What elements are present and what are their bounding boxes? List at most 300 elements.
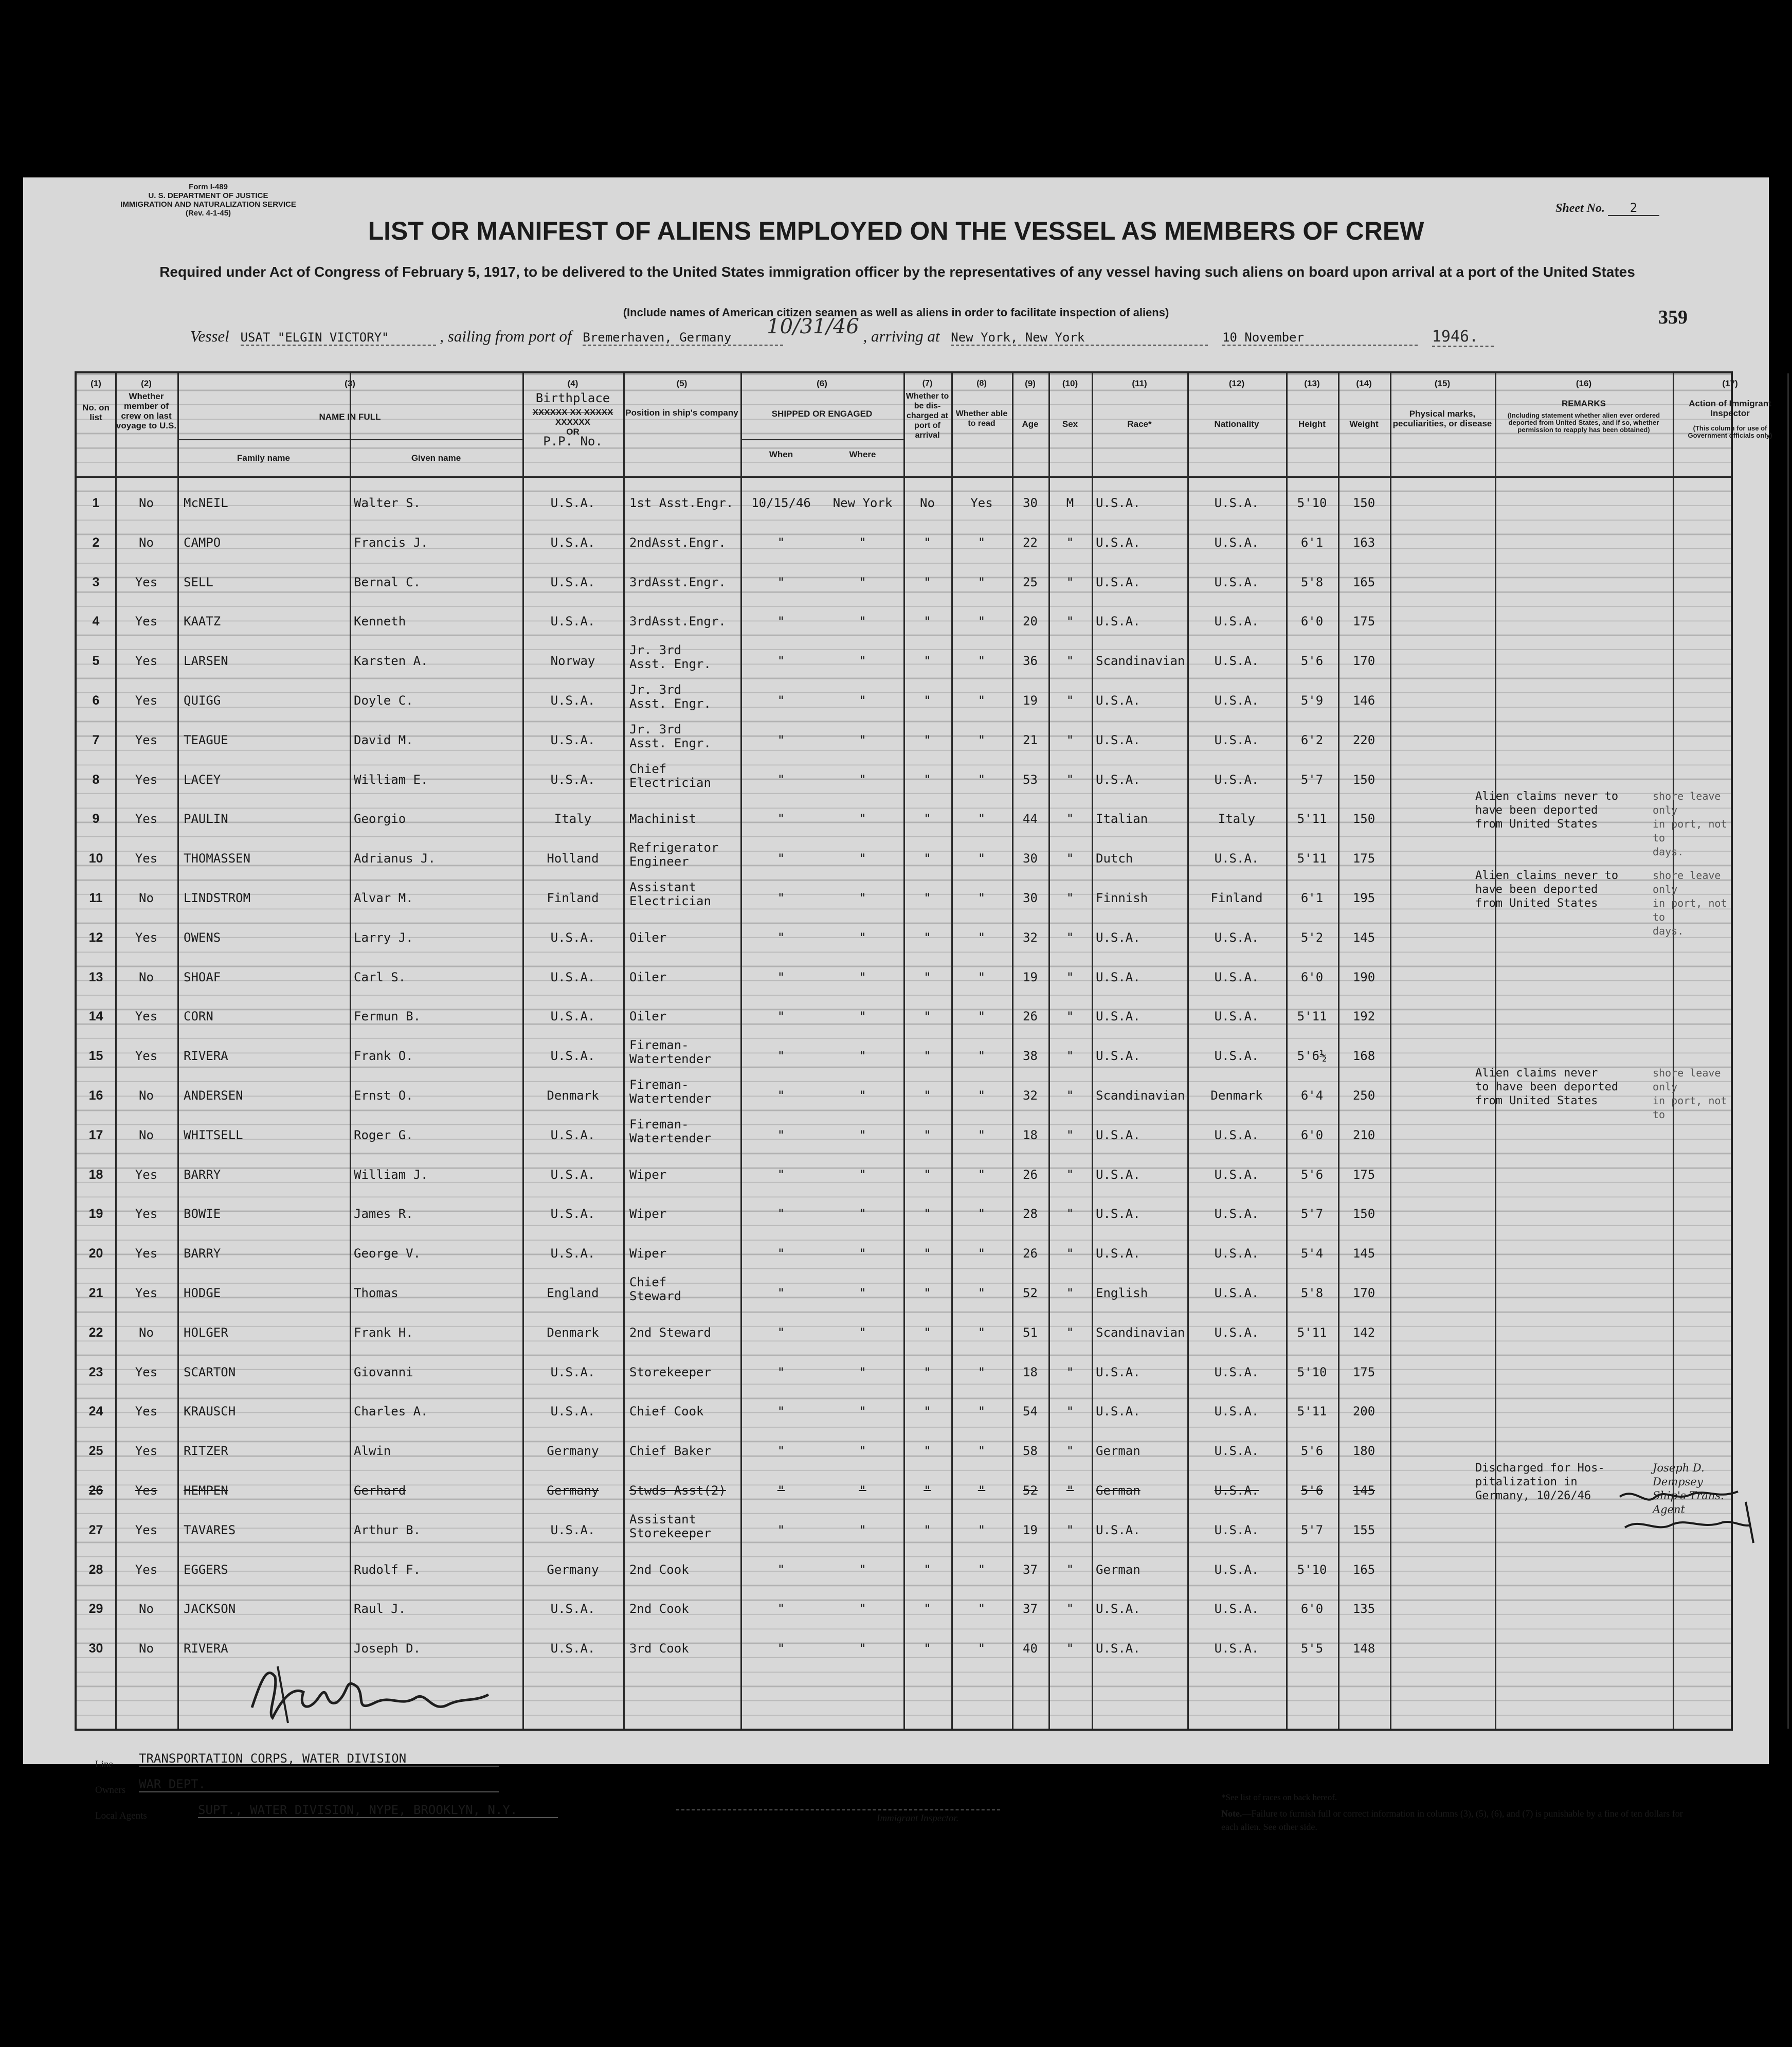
cell-sex: " <box>1066 891 1074 905</box>
cell-given: Arthur B. <box>354 1522 421 1537</box>
cell-no: 7 <box>92 732 100 747</box>
cell-given: Frank H. <box>354 1325 413 1340</box>
page-note: (Include names of American citizen seamen as well as aliens in order to facilitate inspection of aliens) <box>623 306 1169 319</box>
table-row <box>77 1005 1735 1044</box>
owners-label: Owners <box>95 1785 126 1795</box>
cell-family: KRAUSCH <box>184 1404 236 1419</box>
cell-age: 26 <box>1023 1246 1038 1261</box>
cell-race: U.S.A. <box>1096 772 1141 787</box>
remark-line: pitalization in <box>1475 1476 1578 1488</box>
cell-weight: 250 <box>1352 1088 1375 1103</box>
cell-disch: " <box>924 1483 931 1498</box>
position-line: 3rd Cook <box>629 1641 689 1656</box>
cell-birth: U.S.A. <box>550 1127 595 1142</box>
cell-nat: U.S.A. <box>1214 1641 1259 1656</box>
cell-when: " <box>777 1325 785 1340</box>
races-note: *See list of races on back hereof. <box>1221 1792 1337 1802</box>
table-row <box>77 643 1735 689</box>
cell-race: U.S.A. <box>1096 732 1141 747</box>
cell-where: " <box>859 851 866 866</box>
cell-disch: " <box>924 1088 931 1103</box>
position-line: 2nd Cook <box>629 1602 689 1617</box>
cell-age: 53 <box>1023 772 1038 787</box>
cell-weight: 192 <box>1352 1009 1375 1024</box>
remark-line: Discharged for Hos- <box>1475 1462 1605 1475</box>
action-line: days. <box>1653 925 1684 937</box>
cell-age: 18 <box>1023 1364 1038 1379</box>
cell-no: 13 <box>88 969 103 984</box>
action-line: in port, not to <box>1653 1094 1727 1121</box>
cell-given: Alwin <box>354 1444 391 1459</box>
cell-birth: Denmark <box>547 1088 599 1103</box>
cell-given: Carl S. <box>354 969 406 984</box>
table-row <box>77 531 1735 570</box>
table-row <box>77 1163 1735 1202</box>
cell-where: " <box>859 535 866 550</box>
cell-nat: Finland <box>1210 891 1263 905</box>
local-agents-value: SUPT., WATER DIVISION, NYPE, BROOKLYN, N.Y. <box>198 1803 558 1818</box>
table-row <box>77 571 1735 610</box>
cell-given: Walter S. <box>354 496 421 510</box>
cell-family: CAMPO <box>184 535 221 550</box>
col-name-header: (3) NAME IN FULL <box>319 379 381 422</box>
cell-disch: " <box>924 654 931 669</box>
cell-sex: " <box>1066 1325 1074 1340</box>
position-line: Oiler <box>629 969 667 984</box>
cell-sex: " <box>1066 693 1074 708</box>
cell-given: Karsten A. <box>354 654 428 669</box>
cell-nat: U.S.A. <box>1214 1325 1259 1340</box>
cell-race: U.S.A. <box>1096 1207 1141 1222</box>
cell-position <box>629 1513 740 1540</box>
cell-family: RIVERA <box>184 1641 228 1656</box>
cell-birth: U.S.A. <box>550 1522 595 1537</box>
cell-sex: " <box>1066 1088 1074 1103</box>
cell-nat: U.S.A. <box>1214 851 1259 866</box>
cell-age: 30 <box>1023 496 1038 510</box>
cell-family: SCARTON <box>184 1364 236 1379</box>
position-line: Oiler <box>629 1009 667 1024</box>
remark-line: have been deported <box>1475 883 1598 896</box>
action-line: shore leave only <box>1653 1067 1721 1093</box>
position-line: 3rdAsst.Engr. <box>629 574 726 589</box>
cell-height: 5'7 <box>1300 1522 1324 1537</box>
cell-birth: U.S.A. <box>550 1246 595 1261</box>
cell-family: RITZER <box>184 1444 228 1459</box>
cell-sex: " <box>1066 1127 1074 1142</box>
cell-height: 6'0 <box>1300 1127 1324 1142</box>
cell-age: 52 <box>1023 1483 1038 1498</box>
cell-height: 5'6 <box>1300 1483 1324 1498</box>
cell-sex: " <box>1066 1522 1074 1537</box>
cell-crew: Yes <box>135 851 158 866</box>
cell-no: 8 <box>92 772 100 787</box>
cell-crew: No <box>139 496 154 510</box>
cell-nat: U.S.A. <box>1214 969 1259 984</box>
cell-where: " <box>859 1562 866 1577</box>
cell-nat: U.S.A. <box>1214 1483 1259 1498</box>
cell-where: " <box>859 1325 866 1340</box>
cell-age: 19 <box>1023 1522 1038 1537</box>
cell-read: " <box>978 1483 986 1498</box>
cell-position <box>629 1207 740 1221</box>
cell-weight: 163 <box>1352 535 1375 550</box>
cell-position <box>629 1444 740 1458</box>
cell-given: Adrianus J. <box>354 851 436 866</box>
cell-position <box>629 1365 740 1379</box>
cell-weight: 155 <box>1352 1522 1375 1537</box>
cell-given: Frank O. <box>354 1049 413 1064</box>
position-line: Fireman- <box>629 1078 689 1092</box>
cell-weight: 175 <box>1352 851 1375 866</box>
cell-where: " <box>859 1483 866 1498</box>
cell-age: 36 <box>1023 654 1038 669</box>
cell-read: " <box>978 1364 986 1379</box>
col-read-header: (8) Whether able to read <box>955 379 1008 428</box>
inspector-signature-line <box>676 1809 1000 1810</box>
cell-height: 5'9 <box>1300 693 1324 708</box>
cell-birth: U.S.A. <box>550 1009 595 1024</box>
cell-race: Dutch <box>1096 851 1133 866</box>
cell-race: U.S.A. <box>1096 693 1141 708</box>
cell-where: " <box>859 772 866 787</box>
cell-position <box>629 1168 740 1182</box>
table-row <box>77 1597 1735 1637</box>
handwritten-signature <box>247 1646 535 1733</box>
cell-disch: " <box>924 614 931 629</box>
cell-where: " <box>859 574 866 589</box>
cell-sex: " <box>1066 851 1074 866</box>
cell-race: German <box>1096 1562 1141 1577</box>
inspector-action <box>1653 869 1740 938</box>
cell-nat: U.S.A. <box>1214 574 1259 589</box>
cell-no: 29 <box>88 1602 103 1617</box>
cell-read: " <box>978 1602 986 1617</box>
cell-birth: Germany <box>547 1562 599 1577</box>
cell-no: 28 <box>88 1562 103 1577</box>
cell-read: " <box>978 1404 986 1419</box>
cell-birth: Italy <box>554 812 592 827</box>
cell-no: 27 <box>88 1522 103 1537</box>
cell-age: 52 <box>1023 1286 1038 1300</box>
cell-no: 18 <box>88 1167 103 1182</box>
cell-sex: " <box>1066 1207 1074 1222</box>
cell-family: SHOAF <box>184 969 221 984</box>
cell-family: BARRY <box>184 1167 221 1182</box>
cell-birth: Denmark <box>547 1325 599 1340</box>
cell-position <box>629 1038 740 1066</box>
cell-when: " <box>777 1602 785 1617</box>
fine-note: Note.—Failure to furnish full or correct information in columns (3), (5), (6), and (7) is punishable by a fine of ten dollars for each alien. See other side. <box>1221 1808 1683 1832</box>
inspector-action <box>1653 789 1740 859</box>
cell-no: 12 <box>88 930 103 945</box>
cell-height: 5'5 <box>1300 1641 1324 1656</box>
cell-read: " <box>978 614 986 629</box>
cell-sex: " <box>1066 1562 1074 1577</box>
cell-race: U.S.A. <box>1096 969 1141 984</box>
cell-height: 5'8 <box>1300 574 1324 589</box>
cell-race: U.S.A. <box>1096 1167 1141 1182</box>
cell-weight: 145 <box>1352 1246 1375 1261</box>
col-family-name-header: Family name <box>237 453 290 463</box>
cell-read: " <box>978 693 986 708</box>
cell-read: " <box>978 1049 986 1064</box>
cell-weight: 190 <box>1352 969 1375 984</box>
cell-position <box>629 723 740 750</box>
action-line: in port, not to <box>1653 897 1727 923</box>
cell-disch: " <box>924 574 931 589</box>
position-line: Asst. Engr. <box>629 735 711 750</box>
cell-position <box>629 643 740 671</box>
cell-position <box>629 683 740 711</box>
cell-position <box>629 535 740 550</box>
cell-where: " <box>859 812 866 827</box>
cell-read: " <box>978 1286 986 1300</box>
cell-race: German <box>1096 1444 1141 1459</box>
cell-family: HOLGER <box>184 1325 228 1340</box>
cell-nat: Denmark <box>1210 1088 1263 1103</box>
cell-given: Alvar M. <box>354 891 413 905</box>
page-title: LIST OR MANIFEST OF ALIENS EMPLOYED ON THE VESSEL AS MEMBERS OF CREW <box>368 217 1424 245</box>
cell-age: 51 <box>1023 1325 1038 1340</box>
cell-no: 16 <box>88 1088 103 1103</box>
cell-age: 26 <box>1023 1167 1038 1182</box>
cell-crew: Yes <box>135 1207 158 1222</box>
cell-race: U.S.A. <box>1096 1049 1141 1064</box>
cell-given: Thomas <box>354 1286 399 1300</box>
cell-no: 11 <box>89 891 103 905</box>
cell-sex: " <box>1066 1404 1074 1419</box>
cell-no: 26 <box>88 1483 103 1498</box>
cell-when: " <box>777 772 785 787</box>
cell-disch: " <box>924 1246 931 1261</box>
cell-birth: Norway <box>550 654 595 669</box>
cell-age: 28 <box>1023 1207 1038 1222</box>
cell-birth: U.S.A. <box>550 693 595 708</box>
cell-position <box>629 1563 740 1577</box>
cell-age: 32 <box>1023 930 1038 945</box>
cell-given: Raul J. <box>354 1602 406 1617</box>
cell-family: TAVARES <box>184 1522 236 1537</box>
cell-race: Scandinavian <box>1096 1088 1185 1103</box>
cell-read: " <box>978 1009 986 1024</box>
cell-weight: 168 <box>1352 1049 1375 1064</box>
cell-crew: No <box>139 969 154 984</box>
col-nationality-header: (12) Nationality <box>1214 379 1259 429</box>
cell-position <box>629 1483 740 1498</box>
cell-position <box>629 762 740 790</box>
position-line: Asst. Engr. <box>629 696 711 711</box>
cell-read: " <box>978 772 986 787</box>
cell-race: U.S.A. <box>1096 1602 1141 1617</box>
cell-weight: 146 <box>1352 693 1375 708</box>
cell-height: 5'8 <box>1300 1286 1324 1300</box>
cell-when: " <box>777 1127 785 1142</box>
cell-disch: " <box>924 930 931 945</box>
cell-nat: U.S.A. <box>1214 535 1259 550</box>
cell-race: German <box>1096 1483 1141 1498</box>
cell-height: 6'0 <box>1300 1602 1324 1617</box>
cell-weight: 165 <box>1352 574 1375 589</box>
cell-weight: 145 <box>1352 930 1375 945</box>
owners-value: WAR DEPT. <box>139 1777 499 1792</box>
cell-birth: U.S.A. <box>550 969 595 984</box>
cell-family: HODGE <box>184 1286 221 1300</box>
cell-weight: 180 <box>1352 1444 1375 1459</box>
cell-crew: Yes <box>135 1444 158 1459</box>
table-row <box>77 1558 1735 1597</box>
cell-sex: " <box>1066 1364 1074 1379</box>
cell-weight: 200 <box>1352 1404 1375 1419</box>
cell-when: " <box>777 930 785 945</box>
cell-no: 22 <box>88 1325 103 1340</box>
position-line: Fireman- <box>629 1117 689 1132</box>
cell-weight: 210 <box>1352 1127 1375 1142</box>
cell-sex: " <box>1066 969 1074 984</box>
cell-position <box>629 930 740 945</box>
cell-sex: " <box>1066 1286 1074 1300</box>
arriving-label: , arriving at <box>863 327 940 345</box>
cell-family: McNEIL <box>184 496 228 510</box>
cell-when: " <box>777 693 785 708</box>
cell-family: LINDSTROM <box>184 891 251 905</box>
cell-weight: 148 <box>1352 1641 1375 1656</box>
cell-crew: Yes <box>135 693 158 708</box>
cell-when: " <box>777 1009 785 1024</box>
cell-read: " <box>978 732 986 747</box>
cell-weight: 175 <box>1352 1364 1375 1379</box>
cell-nat: U.S.A. <box>1214 1127 1259 1142</box>
cell-family: PAULIN <box>184 812 228 827</box>
cell-height: 5'10 <box>1297 1364 1327 1379</box>
cell-given: Georgio <box>354 812 406 827</box>
position-line: 3rdAsst.Engr. <box>629 614 726 629</box>
cell-age: 21 <box>1023 732 1038 747</box>
cell-when: " <box>777 1522 785 1537</box>
table-row <box>77 1242 1735 1281</box>
cell-where: " <box>859 1207 866 1222</box>
position-line: Chief <box>629 761 667 776</box>
cell-height: 5'11 <box>1297 812 1327 827</box>
cell-where: " <box>859 1049 866 1064</box>
cell-sex: " <box>1066 654 1074 669</box>
position-line: Wiper <box>629 1246 667 1261</box>
cell-sex: " <box>1066 812 1074 827</box>
cell-weight: 150 <box>1352 772 1375 787</box>
cell-position <box>629 575 740 589</box>
cell-disch: " <box>924 1404 931 1419</box>
cell-nat: U.S.A. <box>1214 772 1259 787</box>
cell-birth: U.S.A. <box>550 1404 595 1419</box>
cell-when: " <box>777 851 785 866</box>
cell-birth: Finland <box>547 891 599 905</box>
port-to: New York, New York <box>951 330 1208 346</box>
cell-sex: " <box>1066 1049 1074 1064</box>
col-weight-header: (14) Weight <box>1349 379 1379 429</box>
position-line: Refrigerator <box>629 840 719 855</box>
cell-read: " <box>978 969 986 984</box>
cell-height: 6'1 <box>1300 535 1324 550</box>
cell-no: 24 <box>88 1404 103 1419</box>
cell-crew: No <box>139 891 154 905</box>
cell-age: 18 <box>1023 1127 1038 1142</box>
page-number: 359 <box>1658 307 1688 328</box>
cell-given: Bernal C. <box>354 574 421 589</box>
cell-height: 5'11 <box>1297 1325 1327 1340</box>
cell-position <box>629 1276 740 1303</box>
remark-line: Alien claims never to <box>1475 790 1619 803</box>
cell-disch: " <box>924 1207 931 1222</box>
cell-disch: " <box>924 1602 931 1617</box>
handwritten-date: 10/31/46 <box>767 315 859 338</box>
action-line: Ship's Trans. Agent <box>1653 1489 1724 1516</box>
action-line: in port, not to <box>1653 818 1727 845</box>
col-shipped-header: (6) SHIPPED OR ENGAGED <box>771 379 873 419</box>
cell-given: Kenneth <box>354 614 406 629</box>
cell-race: Scandinavian <box>1096 654 1185 669</box>
cell-position <box>629 1246 740 1261</box>
cell-age: 58 <box>1023 1444 1038 1459</box>
cell-disch: " <box>924 772 931 787</box>
remark-text <box>1475 1066 1645 1108</box>
cell-birth: Germany <box>547 1483 599 1498</box>
cell-family: OWENS <box>184 930 221 945</box>
line-value: TRANSPORTATION CORPS, WATER DIVISION <box>139 1751 499 1767</box>
cell-no: 19 <box>88 1207 103 1222</box>
cell-birth: U.S.A. <box>550 1167 595 1182</box>
cell-age: 37 <box>1023 1562 1038 1577</box>
cell-read: " <box>978 930 986 945</box>
cell-crew: Yes <box>135 732 158 747</box>
cell-age: 30 <box>1023 851 1038 866</box>
cell-where: " <box>859 1602 866 1617</box>
cell-race: Finnish <box>1096 891 1148 905</box>
cell-no: 6 <box>92 693 100 708</box>
cell-nat: U.S.A. <box>1214 496 1259 510</box>
cell-position <box>629 970 740 984</box>
cell-crew: Yes <box>135 1286 158 1300</box>
cell-position <box>629 1009 740 1024</box>
table-row <box>77 1202 1735 1242</box>
cell-race: English <box>1096 1286 1148 1300</box>
position-line: Storekeeper <box>629 1525 711 1540</box>
cell-where: " <box>859 1167 866 1182</box>
cell-height: 5'6½ <box>1297 1049 1327 1064</box>
page-subtitle: Required under Act of Congress of February 5, 1917, to be delivered to the United States immigration officer by the representatives of any vessel having such aliens on board upon arrival at a port of the United States <box>159 264 1635 280</box>
cell-disch: " <box>924 1049 931 1064</box>
col-sex-header: (10) Sex <box>1062 379 1078 429</box>
cell-where: " <box>859 1364 866 1379</box>
position-line: 2nd Steward <box>629 1325 711 1340</box>
cell-race: U.S.A. <box>1096 1641 1141 1656</box>
cell-nat: U.S.A. <box>1214 654 1259 669</box>
cell-birth: U.S.A. <box>550 614 595 629</box>
cell-nat: U.S.A. <box>1214 1246 1259 1261</box>
table-row <box>77 1321 1735 1360</box>
cell-weight: 135 <box>1352 1602 1375 1617</box>
position-line: Electrician <box>629 894 711 908</box>
cell-crew: Yes <box>135 574 158 589</box>
cell-given: Joseph D. <box>354 1641 421 1656</box>
cell-race: U.S.A. <box>1096 1404 1141 1419</box>
cell-position <box>629 1602 740 1616</box>
cell-no: 5 <box>92 654 100 669</box>
remark-text <box>1475 789 1645 831</box>
cell-disch: " <box>924 812 931 827</box>
cell-race: U.S.A. <box>1096 1127 1141 1142</box>
cell-given: Rudolf F. <box>354 1562 421 1577</box>
cell-position <box>629 1078 740 1106</box>
